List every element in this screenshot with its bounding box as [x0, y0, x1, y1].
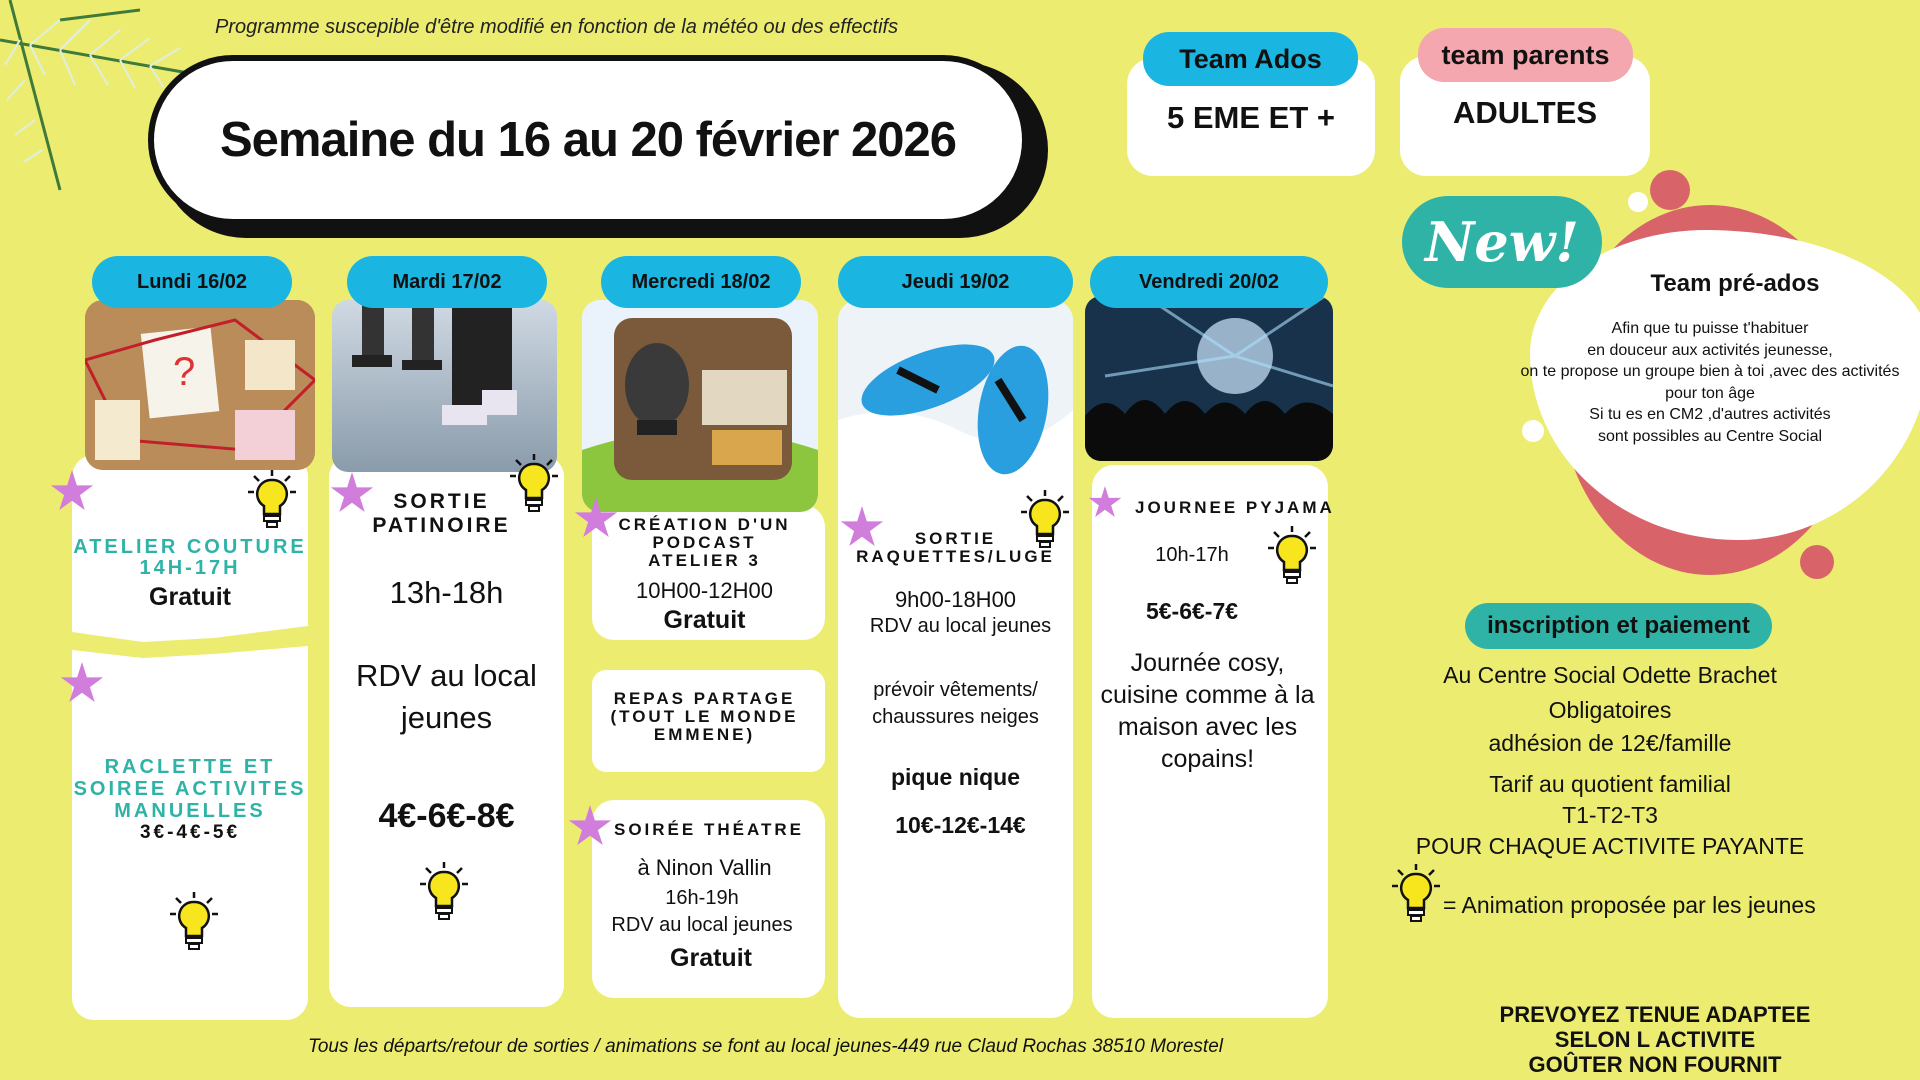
wednesday-activity-3-place: à Ninon Vallin — [637, 855, 772, 880]
lightbulb-icon — [168, 890, 220, 954]
friday-price: 5€-6€-7€ — [1145, 598, 1239, 624]
friday-photo — [1085, 296, 1333, 461]
monday-tab[interactable]: Lundi 16/02 — [92, 256, 292, 308]
new-badge: New! — [1402, 196, 1602, 288]
team-parents-tab: team parents — [1418, 28, 1633, 82]
registration-pill: inscription et paiement — [1465, 603, 1772, 649]
lightbulb-icon — [1266, 524, 1318, 588]
friday-tab[interactable]: Vendredi 20/02 — [1090, 256, 1328, 308]
preados-title: Team pré-ados — [1650, 270, 1820, 297]
page-title: Semaine du 16 au 20 février 2026 — [219, 113, 957, 167]
thursday-price: 10€-12€-14€ — [895, 812, 1026, 838]
wednesday-activity-1-time: 10H00-12H00 — [636, 578, 773, 603]
schedule-change-note: Programme suscepible d'être modifié en fonction de la météo ou des effectifs — [215, 16, 899, 38]
preados-blob-dot — [1628, 192, 1648, 212]
thursday-picnic: pique nique — [890, 764, 1021, 790]
preados-blob-red-dot — [1650, 170, 1690, 210]
friday-description: Journée cosy, cuisine comme à la maison avec les copains! — [1100, 649, 1315, 773]
ice-skating-illustration — [332, 300, 557, 472]
monday-activity-1: ATELIER COUTURE 14H-17H — [73, 536, 307, 579]
tuesday-tab[interactable]: Mardi 17/02 — [347, 256, 547, 308]
monday-activity-2: RACLETTE ET SOIREE ACTIVITES MANUELLES — [73, 756, 307, 822]
lightbulb-icon — [246, 468, 298, 532]
thursday-gear-note: prévoir vêtements/ chaussures neiges — [872, 679, 1039, 728]
preados-text: Afin que tu puisse t'habituer en douceur aux activités jeunesse, on te propose un groupe bien à toi ,avec des activités pour ton âge Si tu es en CM2 ,d'autres activités sont possibles au Centre Social — [1520, 320, 1900, 445]
podcast-microphone-illustration — [582, 300, 818, 512]
wednesday-activity-3-rdv: RDV au local jeunes — [611, 914, 793, 936]
wednesday-activity-1-title: CRÉATION D'UN PODCAST ATELIER 3 — [618, 515, 791, 570]
team-ados-tab: Team Ados — [1143, 32, 1358, 86]
snowshoes-illustration — [838, 300, 1073, 508]
concert-crowd-illustration — [1085, 296, 1333, 461]
thursday-photo — [838, 300, 1073, 508]
monday-activity-2-price: 3€-4€-5€ — [139, 822, 241, 843]
thursday-rdv: RDV au local jeunes — [869, 615, 1052, 637]
wednesday-tab[interactable]: Mercredi 18/02 — [601, 256, 801, 308]
lightbulb-icon — [418, 860, 470, 924]
team-parents-label: ADULTES — [1452, 95, 1598, 130]
team-ados-label: 5 EME ET + — [1167, 100, 1335, 135]
thursday-time: 9h00-18H00 — [894, 587, 1017, 612]
lightbulb-icon — [1390, 862, 1442, 926]
thursday-tab[interactable]: Jeudi 19/02 — [838, 256, 1073, 308]
monday-activity-1-price: Gratuit — [149, 583, 231, 611]
wednesday-activity-3-title: SOIRÉE THÉATRE — [614, 820, 804, 839]
wednesday-photo — [582, 300, 818, 512]
wednesday-activity-3-time: 16h-19h — [665, 887, 739, 909]
preados-blob-red-dot — [1800, 545, 1834, 579]
monday-photo — [85, 300, 315, 470]
thursday-activity-title: SORTIE RAQUETTES/LUGE — [856, 529, 1055, 566]
wednesday-activity-2-title: REPAS PARTAGE (TOUT LE MONDE EMMENE) — [610, 689, 799, 744]
registration-info: Au Centre Social Odette Brachet Obligatoires adhésion de 12€/famille Tarif au quotient familial T1-T2-T3 POUR CHAQUE ACTIVITE PAYANTE — [1415, 662, 1805, 859]
tuesday-activity-title: SORTIE PATINOIRE — [372, 490, 511, 537]
tuesday-photo — [332, 300, 557, 472]
tuesday-price: 4€-6€-8€ — [378, 797, 515, 835]
dress-warning: PREVOYEZ TENUE ADAPTEE SELON L ACTIVITE GOÛTER NON FOURNIT — [1499, 1002, 1811, 1077]
wednesday-activity-3-price: Gratuit — [670, 944, 752, 972]
friday-time: 10h-17h — [1155, 544, 1229, 566]
lightbulb-legend: = Animation proposée par les jeunes — [1443, 892, 1816, 918]
corkboard-illustration — [85, 300, 315, 470]
wednesday-activity-1-price: Gratuit — [663, 606, 746, 634]
svg-text:?: ? — [173, 350, 196, 394]
week-title-banner — [148, 55, 1028, 225]
friday-activity-title: JOURNEE PYJAMA — [1135, 498, 1335, 517]
tuesday-rdv: RDV au local jeunes — [356, 658, 537, 735]
footer-note: Tous les départs/retour de sorties / animations se font au local jeunes-449 rue Claud Rochas 38510 Morestel — [308, 1036, 1223, 1057]
tuesday-time: 13h-18h — [389, 575, 504, 610]
